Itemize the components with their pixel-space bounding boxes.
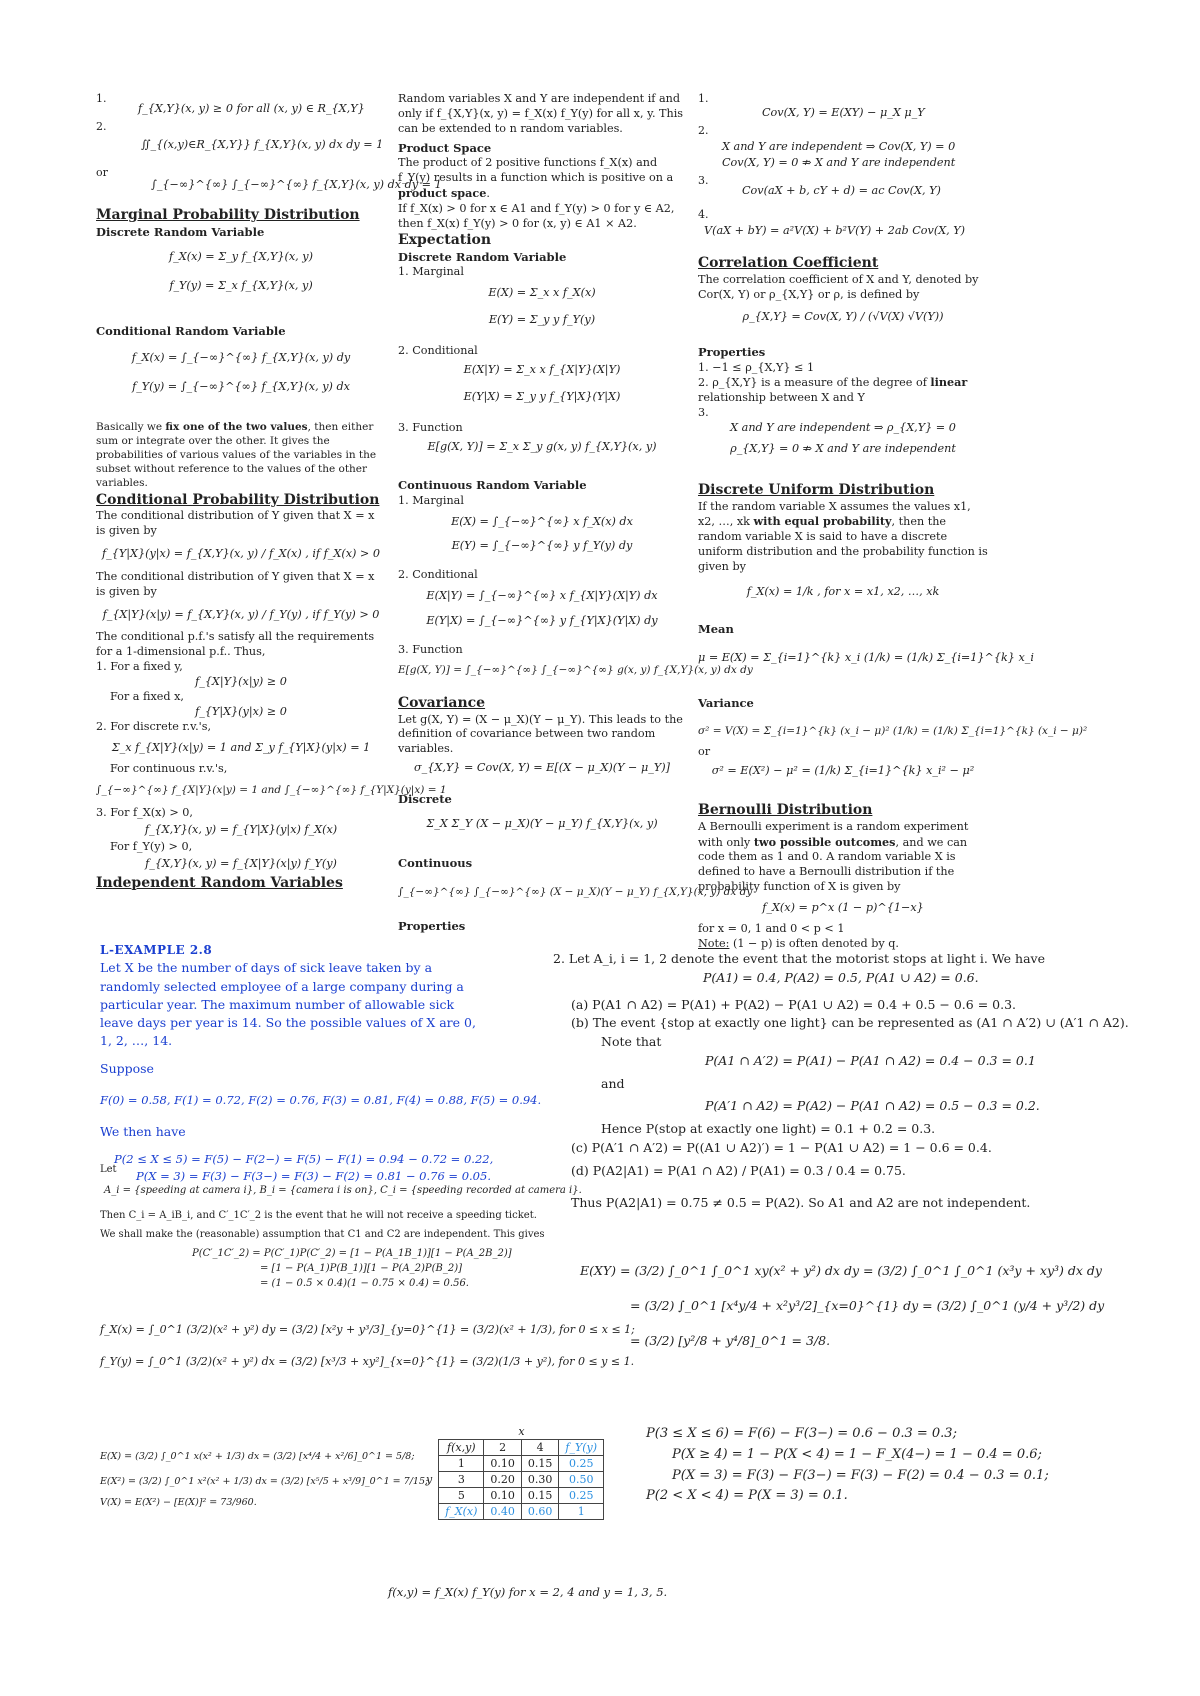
- equation: f_{Y|X}(y|x) = f_{X,Y}(x, y) / f_X(x) , if f_X(x) > 0: [102, 546, 380, 560]
- equation: σ² = V(X) = Σ_{i=1}^{k} (x_i − μ)² (1/k) = (1/k) Σ_{i=1}^{k} (x_i − μ)²: [698, 725, 1088, 738]
- equation: f_X(x) = ∫_0^1 (3/2)(x² + y²) dy = (3/2) [x²y + y³/3]_{y=0}^{1} = (3/2)(x² + 1/3), for 0 ≤ x ≤ 1;: [100, 1323, 635, 1336]
- joint-distribution-table: [420, 1424, 604, 1520]
- subheading: Product Space: [398, 140, 492, 155]
- equation: X and Y are independent ⇒ ρ_{X,Y} = 0: [730, 421, 956, 435]
- paragraph: The correlation coefficient of X and Y, denoted by Cor(X, Y) or ρ_{X,Y} or ρ, is defined by: [698, 272, 979, 301]
- paragraph: The conditional distribution of Y given that X = x is given by: [96, 509, 375, 537]
- y-value: 5: [439, 1488, 484, 1504]
- subheading: Discrete: [398, 792, 452, 807]
- equation: = (3/2) ∫_0^1 [x⁴y/4 + x²y³/2]_{x=0}^{1} dy = (3/2) ∫_0^1 (y/4 + y³/2) dy: [630, 1297, 1105, 1313]
- subheading: Discrete Random Variable: [96, 224, 265, 239]
- part-d: (d) P(A2|A1) = P(A1 ∩ A2) / P(A1) = 0.3 / 0.4 = 0.75.: [571, 1162, 906, 1178]
- marginal-pdf-block: [100, 1322, 635, 1370]
- equation: ρ_{X,Y} = Cov(X, Y) / (√V(X) √V(Y)): [742, 310, 944, 324]
- result-line: P(X = 3) = F(3) − F(3−) = F(3) − F(2) = 0.81 − 0.76 = 0.05.: [136, 1168, 491, 1183]
- assumption-text: We shall make the (reasonable) assumption that C1 and C2 are independent. This gives: [100, 1229, 545, 1240]
- list-item: 2. Conditional: [398, 568, 478, 582]
- equation: ρ_{X,Y} = 0 ⇏ X and Y are independent: [730, 442, 956, 456]
- part-a: (a) P(A1 ∩ A2) = P(A1) + P(A2) − P(A1 ∪ A2) = 0.4 + 0.5 − 0.6 = 0.3.: [571, 996, 1016, 1012]
- or-text: or: [96, 166, 108, 179]
- correlation-heading: Correlation Coefficient: [698, 255, 879, 271]
- equation: = (3/2) [y²/8 + y⁴/8]_0^1 = 3/8.: [630, 1332, 831, 1348]
- list-item: 2. Conditional: [398, 343, 478, 357]
- list-item: 1. Marginal: [398, 265, 464, 279]
- paragraph: A Bernoulli experiment is a random experiment with only two possible outcomes, and we can code them as 1 and 0. A random variable X is defined to have a Bernoulli distribution if the probability function of X is given by: [698, 819, 969, 894]
- equation: P(A1 ∩ A′2) = P(A1) − P(A1 ∩ A2) = 0.4 − 0.3 = 0.1: [705, 1052, 1036, 1068]
- list-item: 1. Marginal: [398, 493, 464, 507]
- equation: ∫_{−∞}^{∞} f_{X|Y}(x|y) = 1 and ∫_{−∞}^{∞} f_{Y|X}(y|x) = 1: [96, 784, 447, 797]
- total-prob-equation-alt: ∫_{−∞}^{∞} ∫_{−∞}^{∞} f_{X,Y}(x, y) dx dy = 1: [151, 178, 442, 191]
- independent-heading: Independent Random Variables: [96, 874, 343, 891]
- item-number: 4.: [698, 208, 709, 221]
- equation: f_X(x) = ∫_{−∞}^{∞} f_{X,Y}(x, y) dy: [131, 350, 351, 364]
- and-text: and: [601, 1075, 625, 1091]
- marginal-heading: Marginal Probability Distribution: [96, 207, 360, 223]
- equation: f_X(x) = Σ_y f_{X,Y}(x, y): [169, 249, 313, 263]
- intro-text: 2. Let A_i, i = 1, 2 denote the event that the motorist stops at light i. We have: [553, 951, 1046, 966]
- list-item: 3. Function: [398, 643, 463, 657]
- paragraph: If the random variable X assumes the values x1, x2, …, xk with equal probability, then the random variable X is said to have a discrete uniform distribution and the probability function is given by: [698, 499, 988, 574]
- equation: f_X(x) = 1/k , for x = x1, x2, …, xk: [746, 584, 940, 598]
- subheading: Properties: [398, 919, 466, 934]
- equation: E[g(X, Y)] = ∫_{−∞}^{∞} ∫_{−∞}^{∞} g(x, y) f_{X,Y}(x, y) dx dy: [398, 663, 753, 676]
- camera-block: [100, 1162, 582, 1291]
- item-number: 1.: [96, 92, 107, 105]
- subheading: Properties: [698, 345, 766, 360]
- result-line: P(2 ≤ X ≤ 5) = F(5) − F(2−) = F(5) − F(1) = 0.94 − 0.72 = 0.22,: [114, 1151, 494, 1166]
- or-text: or: [698, 745, 711, 759]
- equation: E[g(X, Y)] = Σ_x Σ_y g(x, y) f_{X,Y}(x, y): [427, 439, 657, 453]
- equation: μ = E(X) = Σ_{i=1}^{k} x_i (1/k) = (1/k) Σ_{i=1}^{k} x_i: [698, 651, 1034, 665]
- list-item: 1. −1 ≤ ρ_{X,Y} ≤ 1: [698, 360, 815, 374]
- subheading: Continuous: [398, 856, 473, 871]
- x-value: 4: [521, 1440, 559, 1456]
- paragraph: Let g(X, Y) = (X − μ_X)(Y − μ_Y). This leads to the definition of covariance between two random variables.: [398, 712, 683, 756]
- x-value: 2: [484, 1440, 522, 1456]
- table-caption: f(x,y) = f_X(x) f_Y(y) for x = 2, 4 and y = 1, 3, 5.: [388, 1585, 668, 1599]
- equation: f_{X,Y}(x, y) = f_{X|Y}(x|y) f_Y(y): [145, 857, 337, 871]
- list-item: For a fixed x,: [110, 690, 184, 704]
- equation: P(A′1 ∩ A2) = P(A2) − P(A1 ∩ A2) = 0.5 − 0.3 = 0.2.: [705, 1098, 1040, 1114]
- x-label: x: [484, 1424, 559, 1440]
- example-title: L-EXAMPLE 2.8: [100, 943, 213, 957]
- exy-block: [580, 1262, 1104, 1350]
- y-label: y: [426, 1473, 433, 1486]
- then-text: Then C_i = A_iB_i, and C′_1C′_2 is the event that he will not receive a speeding ticket.: [100, 1210, 537, 1221]
- y-value: 3: [439, 1472, 484, 1488]
- subheading: Variance: [698, 696, 754, 711]
- equation: Cov(X, Y) = E(XY) − μ_X μ_Y: [762, 106, 925, 119]
- list-item: 1. For a fixed y,: [96, 660, 183, 674]
- fx-header: f_X(x): [439, 1504, 484, 1520]
- expectation-block: [100, 1448, 428, 1511]
- list-item: 2. ρ_{X,Y} is a measure of the degree of linear relationship between X and Y: [698, 375, 968, 405]
- equation: = [1 − P(A_1)P(B_1)][1 − P(A_2)P(B_2)]: [260, 1263, 463, 1274]
- suppose-text: Suppose: [100, 1061, 154, 1077]
- equation: f_{X,Y}(x, y) = f_{Y|X}(y|x) f_X(x): [144, 823, 338, 837]
- fy-header: f_Y(y): [559, 1440, 604, 1456]
- total-prob-equation: ∬_{(x,y)∈R_{X,Y}} f_{X,Y}(x, y) dx dy = 1: [141, 138, 384, 151]
- note: Note: (1 − p) is often denoted by q.: [698, 936, 899, 950]
- equation: Σ_x f_{X|Y}(x|y) = 1 and Σ_y f_{Y|X}(y|x) = 1: [111, 740, 371, 754]
- list-item: For continuous r.v.'s,: [110, 761, 228, 775]
- equation: E(Y|X) = Σ_y y f_{Y|X}(Y|X): [463, 389, 621, 403]
- equation: V(aX + bY) = a²V(X) + b²V(Y) + 2ab Cov(X, Y): [704, 224, 966, 237]
- fy-cell: 0.25: [559, 1456, 604, 1472]
- equation: E(Y) = Σ_y y f_Y(y): [488, 313, 596, 327]
- subheading: Continuous Random Variable: [398, 478, 587, 493]
- equation: E(X|Y) = ∫_{−∞}^{∞} x f_{X|Y}(X|Y) dx: [426, 589, 658, 603]
- equation: V(X) = E(X²) − [E(X)]² = 73/960.: [100, 1497, 257, 1509]
- equation: ∫_{−∞}^{∞} ∫_{−∞}^{∞} (X − μ_X)(Y − μ_Y) f_{X,Y}(x, y) dx dy: [398, 885, 753, 898]
- equation: f_{Y|X}(y|x) ≥ 0: [195, 704, 287, 718]
- list-item: 3. For f_X(x) > 0,: [96, 806, 193, 820]
- equation: X and Y are independent ⇒ Cov(X, Y) = 0: [722, 140, 956, 153]
- example-block: [100, 942, 542, 1184]
- equation: Cov(aX + b, cY + d) = ac Cov(X, Y): [742, 184, 941, 197]
- list-item: 3.: [698, 406, 709, 420]
- equation: E(X) = Σ_x x f_X(x): [488, 286, 596, 300]
- equation: f_Y(y) = ∫_0^1 (3/2)(x² + y²) dx = (3/2) [x³/3 + xy²]_{x=0}^{1} = (3/2)(1/3 + y²), for 0 ≤ y ≤ 1.: [100, 1354, 635, 1368]
- equation: σ_{X,Y} = Cov(X, Y) = E[(X − μ_X)(Y − μ_Y)]: [414, 761, 670, 775]
- y-value: 1: [439, 1456, 484, 1472]
- equation: σ² = E(X²) − μ² = (1/k) Σ_{i=1}^{k} x_i² − μ²: [711, 764, 975, 778]
- equation: f_{X|Y}(x|y) ≥ 0: [195, 675, 287, 689]
- total-cell: 1: [559, 1504, 604, 1520]
- equation: = (1 − 0.5 × 0.4)(1 − 0.75 × 0.4) = 0.56.: [260, 1278, 469, 1289]
- paragraph: Random variables X and Y are independent if and only if f_{X,Y}(x, y) = f_X(x) f_Y(y) for all x, y. This can be extended to n random variables.: [398, 92, 684, 135]
- paragraph: Basically we fix one of the two values, then either sum or integrate over the other. It gives the probabilities of various values of the variables in the subset without reference to the values of the other variables.: [96, 420, 377, 489]
- discrete-uniform-heading: Discrete Uniform Distribution: [698, 481, 935, 498]
- list-item: 3. Function: [398, 420, 463, 434]
- part-c: (c) P(A′1 ∩ A′2) = P((A1 ∪ A2)′) = 1 − P(A1 ∪ A2) = 1 − 0.6 = 0.4.: [571, 1139, 992, 1155]
- hence-text: Hence P(stop at exactly one light) = 0.1 + 0.2 = 0.3.: [601, 1121, 936, 1136]
- equation: P(X ≥ 4) = 1 − P(X < 4) = 1 − F_X(4−) = 1 − 0.4 = 0.6;: [672, 1446, 1042, 1462]
- expectation-heading: Expectation: [398, 232, 492, 249]
- item-number: 1.: [698, 92, 709, 105]
- equation: f_X(x) = p^x (1 − p)^{1−x}: [762, 901, 924, 915]
- paragraph: The product of 2 positive functions f_X(x) and f_Y(y) results in a function which is positive on a product space.: [398, 155, 674, 200]
- joint-table-block: [420, 1424, 604, 1520]
- equation: E(X|Y) = Σ_x x f_{X|Y}(X|Y): [463, 362, 621, 376]
- equation: f_Y(y) = ∫_{−∞}^{∞} f_{X,Y}(x, y) dx: [132, 379, 350, 393]
- equation: E(X) = ∫_{−∞}^{∞} x f_X(x) dx: [451, 514, 633, 528]
- equation: P(2 < X < 4) = P(X = 3) = 0.1.: [646, 1488, 848, 1504]
- subheading: Mean: [698, 621, 734, 636]
- given-values: P(A1) = 0.4, P(A2) = 0.5, P(A1 ∪ A2) = 0.6.: [703, 969, 979, 985]
- table-cell: 0.10: [484, 1488, 522, 1504]
- equation: Σ_X Σ_Y (X − μ_X)(Y − μ_Y) f_{X,Y}(x, y): [426, 817, 658, 831]
- equation: Cov(X, Y) = 0 ⇏ X and Y are independent: [722, 156, 956, 169]
- example-text: Let X be the number of days of sick leave taken by a randomly selected employee of a large company during a particular year. The maximum number of allowable sick leave days per year is 14. So the possible values of X are 0, 1, 2, …, 14.: [100, 960, 476, 1048]
- equation: E(X²) = (3/2) ∫_0^1 x²(x² + 1/3) dx = (3/2) [x⁵/5 + x³/9]_0^1 = 7/15;: [100, 1476, 429, 1488]
- equation: P(X = 3) = F(3) − F(3−) = F(3) − F(2) = 0.4 − 0.3 = 0.1;: [672, 1467, 1049, 1483]
- definitions: A_i = {speeding at camera i}, B_i = {camera i is on}, C_i = {speeding recorded at camera i}.: [104, 1185, 582, 1196]
- part-b: (b) The event {stop at exactly one light} can be represented as (A1 ∩ A′2) ∪ (A′1 ∩ A2).: [571, 1015, 1129, 1031]
- equation: f_Y(y) = Σ_x f_{X,Y}(x, y): [169, 278, 313, 292]
- equation: P(C′_1C′_2) = P(C′_1)P(C′_2) = [1 − P(A_1B_1)][1 − P(A_2B_2)]: [192, 1248, 512, 1259]
- corner-cell: f(x,y): [439, 1440, 484, 1456]
- covariance-heading: Covariance: [398, 694, 486, 711]
- table-cell: 0.15: [521, 1456, 559, 1472]
- cdf-values: F(0) = 0.58, F(1) = 0.72, F(2) = 0.76, F(3) = 0.81, F(4) = 0.88, F(5) = 0.94.: [100, 1093, 542, 1108]
- table-cell: 0.10: [484, 1456, 522, 1472]
- motorist-block: [553, 950, 1129, 1213]
- cdf-block: [646, 1424, 1049, 1507]
- conclusion: Thus P(A2|A1) = 0.75 ≠ 0.5 = P(A2). So A1 and A2 are not independent.: [571, 1195, 1031, 1211]
- paragraph: for x = 0, 1 and 0 < p < 1: [698, 922, 845, 935]
- fy-cell: 0.25: [559, 1488, 604, 1504]
- column-3: [698, 92, 1088, 952]
- then-text: We then have: [100, 1123, 186, 1139]
- table-cell: 0.30: [521, 1472, 559, 1488]
- item-number: 2.: [698, 124, 709, 137]
- equation: E(Y) = ∫_{−∞}^{∞} y f_Y(y) dy: [451, 539, 633, 553]
- subheading: Conditional Random Variable: [96, 323, 286, 338]
- table-cell: 0.20: [484, 1472, 522, 1488]
- fx-cell: 0.60: [521, 1504, 559, 1520]
- fx-cell: 0.40: [484, 1504, 522, 1520]
- item-number: 2.: [96, 120, 107, 133]
- item-number: 3.: [698, 174, 709, 187]
- equation: E(X) = (3/2) ∫_0^1 x(x² + 1/3) dx = (3/2) [x⁴/4 + x²/6]_0^1 = 5/8;: [100, 1451, 415, 1462]
- conditional-heading: Conditional Probability Distribution: [96, 491, 380, 508]
- list-item: 2. For discrete r.v.'s,: [96, 719, 212, 733]
- bernoulli-heading: Bernoulli Distribution: [698, 802, 873, 819]
- equation: E(XY) = (3/2) ∫_0^1 ∫_0^1 xy(x² + y²) dx dy = (3/2) ∫_0^1 ∫_0^1 (x³y + xy³) dx dy: [580, 1263, 1102, 1278]
- paragraph: The conditional distribution of Y given that X = x is given by: [96, 569, 375, 598]
- equation: P(3 ≤ X ≤ 6) = F(6) − F(3−) = 0.6 − 0.3 = 0.3;: [646, 1426, 957, 1441]
- paragraph: The conditional p.f.'s satisfy all the requirements for a 1-dimensional p.f.. Thus,: [96, 630, 375, 659]
- fy-cell: 0.50: [559, 1472, 604, 1488]
- nonneg-equation: f_{X,Y}(x, y) ≥ 0 for all (x, y) ∈ R_{X,Y}: [138, 102, 365, 115]
- table-cell: 0.15: [521, 1488, 559, 1504]
- subheading: Discrete Random Variable: [398, 250, 567, 265]
- equation: E(Y|X) = ∫_{−∞}^{∞} y f_{Y|X}(Y|X) dy: [426, 614, 658, 628]
- note-text: Note that: [601, 1034, 662, 1049]
- list-item: For f_Y(y) > 0,: [110, 840, 193, 854]
- paragraph: If f_X(x) > 0 for x ∈ A1 and f_Y(y) > 0 for y ∈ A2, then f_X(x) f_Y(y) > 0 for (x, y) ∈ A1 × A2.: [398, 201, 675, 230]
- let-text: Let: [100, 1164, 117, 1175]
- equation: f_{X|Y}(x|y) = f_{X,Y}(x, y) / f_Y(y) , if f_Y(y) > 0: [102, 607, 380, 621]
